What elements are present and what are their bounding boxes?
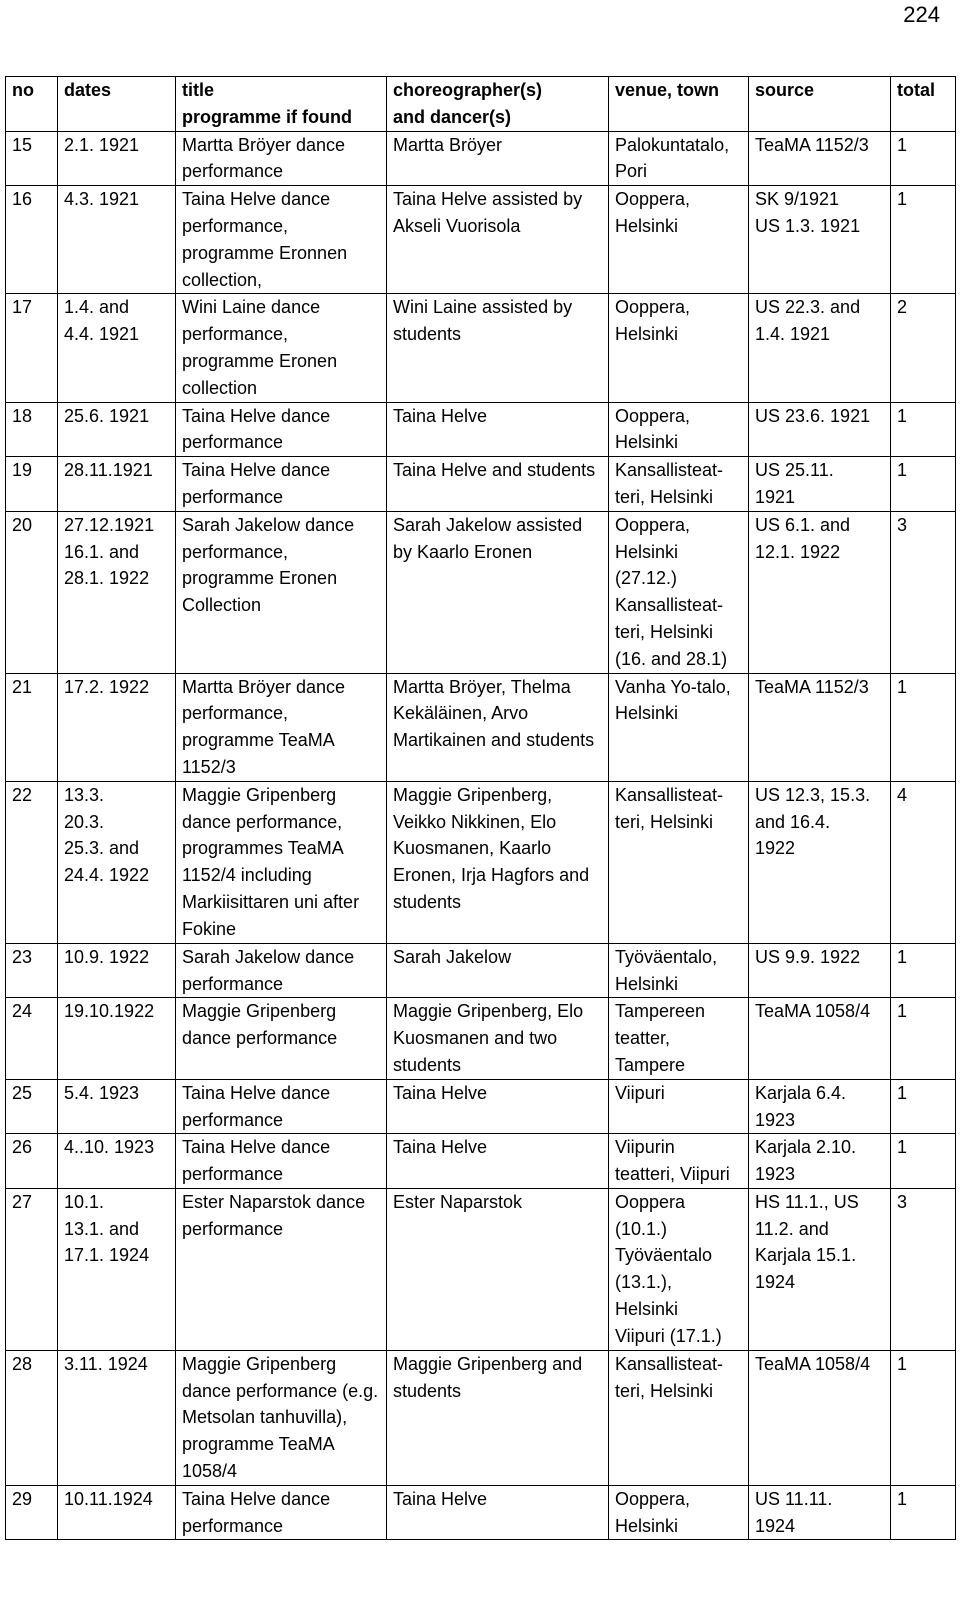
cell-source: US 11.11. 1924 (749, 1485, 891, 1540)
cell-dates: 3.11. 1924 (58, 1350, 176, 1485)
table-row (6, 1134, 956, 1189)
cell-venue: Palokuntatalo, Pori (609, 131, 749, 186)
cell-title: Taina Helve dance performance, programme Eronnen collection, (176, 186, 387, 294)
cell-choreographer: Wini Laine assisted by students (387, 294, 609, 402)
cell-dates: 2.1. 1921 (58, 131, 176, 186)
cell-choreographer: Taina Helve (387, 1079, 609, 1134)
cell-total: 2 (891, 294, 956, 402)
cell-total: 1 (891, 131, 956, 186)
cell-no: 25 (6, 1079, 58, 1134)
cell-venue: Työväentalo, Helsinki (609, 943, 749, 998)
cell-no: 18 (6, 402, 58, 457)
table-row (6, 943, 956, 998)
cell-title: Sarah Jakelow dance performance (176, 943, 387, 998)
cell-choreographer: Sarah Jakelow (387, 943, 609, 998)
cell-choreographer: Ester Naparstok (387, 1188, 609, 1350)
cell-no: 27 (6, 1188, 58, 1350)
cell-source: US 23.6. 1921 (749, 402, 891, 457)
cell-total: 1 (891, 998, 956, 1079)
table-row (6, 511, 956, 673)
cell-venue: Viipurin teatteri, Viipuri (609, 1134, 749, 1189)
header-source: source (749, 77, 891, 132)
cell-choreographer: Taina Helve assisted by Akseli Vuorisola (387, 186, 609, 294)
cell-title: Maggie Gripenberg dance performance (e.g. Metsolan tanhuvilla), programme TeaMA 1058/4 (176, 1350, 387, 1485)
cell-venue: Kansallisteat- teri, Helsinki (609, 457, 749, 512)
header-choreographer: choreographer(s) and dancer(s) (387, 77, 609, 132)
cell-source: US 22.3. and 1.4. 1921 (749, 294, 891, 402)
table-row (6, 781, 956, 943)
cell-total: 3 (891, 511, 956, 673)
page-number: 224 (903, 2, 940, 27)
header-dates: dates (58, 77, 176, 132)
cell-total: 1 (891, 1079, 956, 1134)
table-row (6, 1350, 956, 1485)
cell-dates: 25.6. 1921 (58, 402, 176, 457)
cell-source: US 9.9. 1922 (749, 943, 891, 998)
cell-title: Martta Bröyer dance performance, programme TeaMA 1152/3 (176, 673, 387, 781)
cell-choreographer: Taina Helve and students (387, 457, 609, 512)
cell-venue: Ooppera (10.1.) Työväentalo (13.1.), Helsinki Viipuri (17.1.) (609, 1188, 749, 1350)
cell-choreographer: Maggie Gripenberg, Veikko Nikkinen, Elo Kuosmanen, Kaarlo Eronen, Irja Hagfors and students (387, 781, 609, 943)
cell-choreographer: Maggie Gripenberg and students (387, 1350, 609, 1485)
cell-dates: 10.11.1924 (58, 1485, 176, 1540)
cell-title: Maggie Gripenberg dance performance (176, 998, 387, 1079)
performance-table (5, 76, 956, 1540)
cell-no: 22 (6, 781, 58, 943)
cell-venue: Ooppera, Helsinki (609, 294, 749, 402)
cell-source: Karjala 2.10. 1923 (749, 1134, 891, 1189)
cell-total: 1 (891, 1134, 956, 1189)
cell-title: Sarah Jakelow dance performance, programme Eronen Collection (176, 511, 387, 673)
cell-venue: Kansallisteat- teri, Helsinki (609, 1350, 749, 1485)
cell-venue: Kansallisteat- teri, Helsinki (609, 781, 749, 943)
cell-choreographer: Maggie Gripenberg, Elo Kuosmanen and two students (387, 998, 609, 1079)
cell-dates: 13.3. 20.3. 25.3. and 24.4. 1922 (58, 781, 176, 943)
cell-choreographer: Taina Helve (387, 1134, 609, 1189)
table-row (6, 186, 956, 294)
table-row (6, 1485, 956, 1540)
cell-title: Taina Helve dance performance (176, 402, 387, 457)
cell-total: 4 (891, 781, 956, 943)
cell-venue: Ooppera, Helsinki (609, 1485, 749, 1540)
table-row (6, 131, 956, 186)
table-row (6, 1079, 956, 1134)
cell-choreographer: Taina Helve (387, 402, 609, 457)
cell-venue: Tampereen teatter, Tampere (609, 998, 749, 1079)
cell-dates: 4.3. 1921 (58, 186, 176, 294)
cell-venue: Ooppera, Helsinki (609, 186, 749, 294)
cell-no: 17 (6, 294, 58, 402)
cell-total: 1 (891, 1350, 956, 1485)
cell-no: 21 (6, 673, 58, 781)
cell-dates: 10.9. 1922 (58, 943, 176, 998)
table-row (6, 673, 956, 781)
cell-source: SK 9/1921 US 1.3. 1921 (749, 186, 891, 294)
cell-total: 1 (891, 457, 956, 512)
table-row (6, 457, 956, 512)
cell-source: TeaMA 1152/3 (749, 131, 891, 186)
cell-source: TeaMA 1058/4 (749, 998, 891, 1079)
cell-total: 1 (891, 943, 956, 998)
cell-total: 1 (891, 673, 956, 781)
cell-source: HS 11.1., US 11.2. and Karjala 15.1. 1924 (749, 1188, 891, 1350)
cell-title: Taina Helve dance performance (176, 1079, 387, 1134)
cell-choreographer: Taina Helve (387, 1485, 609, 1540)
cell-source: US 6.1. and 12.1. 1922 (749, 511, 891, 673)
table-row (6, 294, 956, 402)
cell-no: 15 (6, 131, 58, 186)
cell-title: Ester Naparstok dance performance (176, 1188, 387, 1350)
cell-title: Taina Helve dance performance (176, 1485, 387, 1540)
cell-total: 1 (891, 1485, 956, 1540)
cell-venue: Ooppera, Helsinki (609, 402, 749, 457)
cell-dates: 5.4. 1923 (58, 1079, 176, 1134)
cell-source: TeaMA 1152/3 (749, 673, 891, 781)
table-row (6, 1188, 956, 1350)
cell-venue: Ooppera, Helsinki (27.12.) Kansallisteat- teri, Helsinki (16. and 28.1) (609, 511, 749, 673)
header-no: no (6, 77, 58, 132)
cell-total: 3 (891, 1188, 956, 1350)
header-total: total (891, 77, 956, 132)
cell-title: Taina Helve dance performance (176, 457, 387, 512)
cell-title: Martta Bröyer dance performance (176, 131, 387, 186)
cell-no: 23 (6, 943, 58, 998)
cell-source: TeaMA 1058/4 (749, 1350, 891, 1485)
cell-title: Maggie Gripenberg dance performance, programmes TeaMA 1152/4 including Markiisittaren uni after Fokine (176, 781, 387, 943)
header-title: title programme if found (176, 77, 387, 132)
cell-source: US 12.3, 15.3. and 16.4. 1922 (749, 781, 891, 943)
cell-choreographer: Martta Bröyer (387, 131, 609, 186)
cell-dates: 10.1. 13.1. and 17.1. 1924 (58, 1188, 176, 1350)
header-venue: venue, town (609, 77, 749, 132)
cell-title: Taina Helve dance performance (176, 1134, 387, 1189)
cell-total: 1 (891, 186, 956, 294)
cell-no: 19 (6, 457, 58, 512)
cell-no: 20 (6, 511, 58, 673)
table-row (6, 998, 956, 1079)
table-header-row (6, 77, 956, 132)
cell-dates: 1.4. and 4.4. 1921 (58, 294, 176, 402)
cell-dates: 19.10.1922 (58, 998, 176, 1079)
cell-dates: 4..10. 1923 (58, 1134, 176, 1189)
cell-no: 28 (6, 1350, 58, 1485)
cell-dates: 28.11.1921 (58, 457, 176, 512)
cell-dates: 17.2. 1922 (58, 673, 176, 781)
cell-no: 29 (6, 1485, 58, 1540)
cell-no: 26 (6, 1134, 58, 1189)
cell-source: US 25.11. 1921 (749, 457, 891, 512)
cell-no: 16 (6, 186, 58, 294)
cell-choreographer: Sarah Jakelow assisted by Kaarlo Eronen (387, 511, 609, 673)
cell-title: Wini Laine dance performance, programme Eronen collection (176, 294, 387, 402)
table-row (6, 402, 956, 457)
cell-venue: Vanha Yo-talo, Helsinki (609, 673, 749, 781)
cell-no: 24 (6, 998, 58, 1079)
cell-venue: Viipuri (609, 1079, 749, 1134)
cell-source: Karjala 6.4. 1923 (749, 1079, 891, 1134)
cell-total: 1 (891, 402, 956, 457)
cell-choreographer: Martta Bröyer, Thelma Kekäläinen, Arvo Martikainen and students (387, 673, 609, 781)
cell-dates: 27.12.1921 16.1. and 28.1. 1922 (58, 511, 176, 673)
